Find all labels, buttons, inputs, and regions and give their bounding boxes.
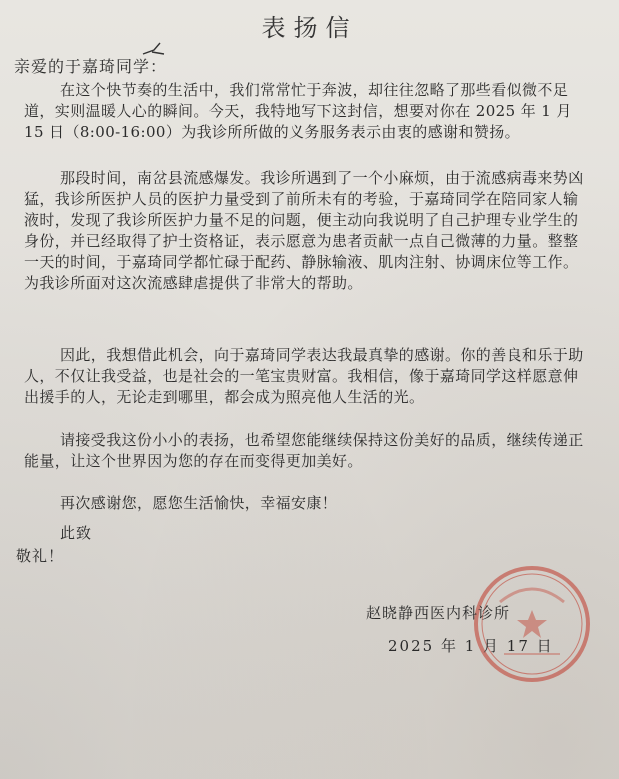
- letter-paragraph-2: 那段时间，南岔县流感爆发。我诊所遇到了一个小麻烦，由于流感病毒来势凶猛，我诊所医护人员的医护力量受到了前所未有的考验，于嘉琦同学在陪同家人输液时，发现了我诊所医护力量不足的问题，便主动向我说明了自己护理专业学生的身份，并已经取得了护士资格证，表示愿意为患者贡献一点自己微薄的力量。整整一天的时间，于嘉琦同学都忙碌于配药、静脉输液、肌肉注射、协调床位等工作。为我诊所面对这次流感肆虐提供了非常大的帮助。: [24, 169, 584, 292]
- letter-closing-cizhi: 此致: [60, 524, 93, 542]
- letter-date: 2025 年 1 月 17 日: [388, 637, 554, 655]
- letter-salutation: 亲爱的于嘉琦同学：: [14, 57, 168, 76]
- letter-paragraph-5: 再次感谢您，愿您生活愉快，幸福安康！: [60, 494, 338, 512]
- letter-closing-jingli: 敬礼！: [16, 547, 65, 565]
- letter-title: 表扬信: [261, 14, 358, 42]
- letter-paragraph-4: 请接受我这份小小的表扬，也希望您能继续保持这份美好的品质，继续传递正能量，让这个世界因为您的存在而变得更加美好。: [24, 431, 584, 470]
- clinic-seal-stamp: [470, 562, 594, 686]
- letter-paragraph-1: 在这个快节奏的生活中，我们常常忙于奔波，却往往忽略了那些看似微不足道，实则温暖人心的瞬间。今天，我特地写下这封信，想要对你在 2025 年 1 月 15 日（8:00-16:00）为我诊所所做的义务服务表示由衷的感谢和赞扬。: [24, 81, 572, 141]
- letter-paragraph-3: 因此，我想借此机会，向于嘉琦同学表达我最真挚的感谢。你的善良和乐于助人，不仅让我受益，也是社会的一笔宝贵财富。我相信，像于嘉琦同学这样愿意伸出援手的人，无论走到哪里，都会成为照亮他人生活的光。: [24, 346, 584, 406]
- letter-signer: 赵晓静西医内科诊所: [366, 604, 511, 622]
